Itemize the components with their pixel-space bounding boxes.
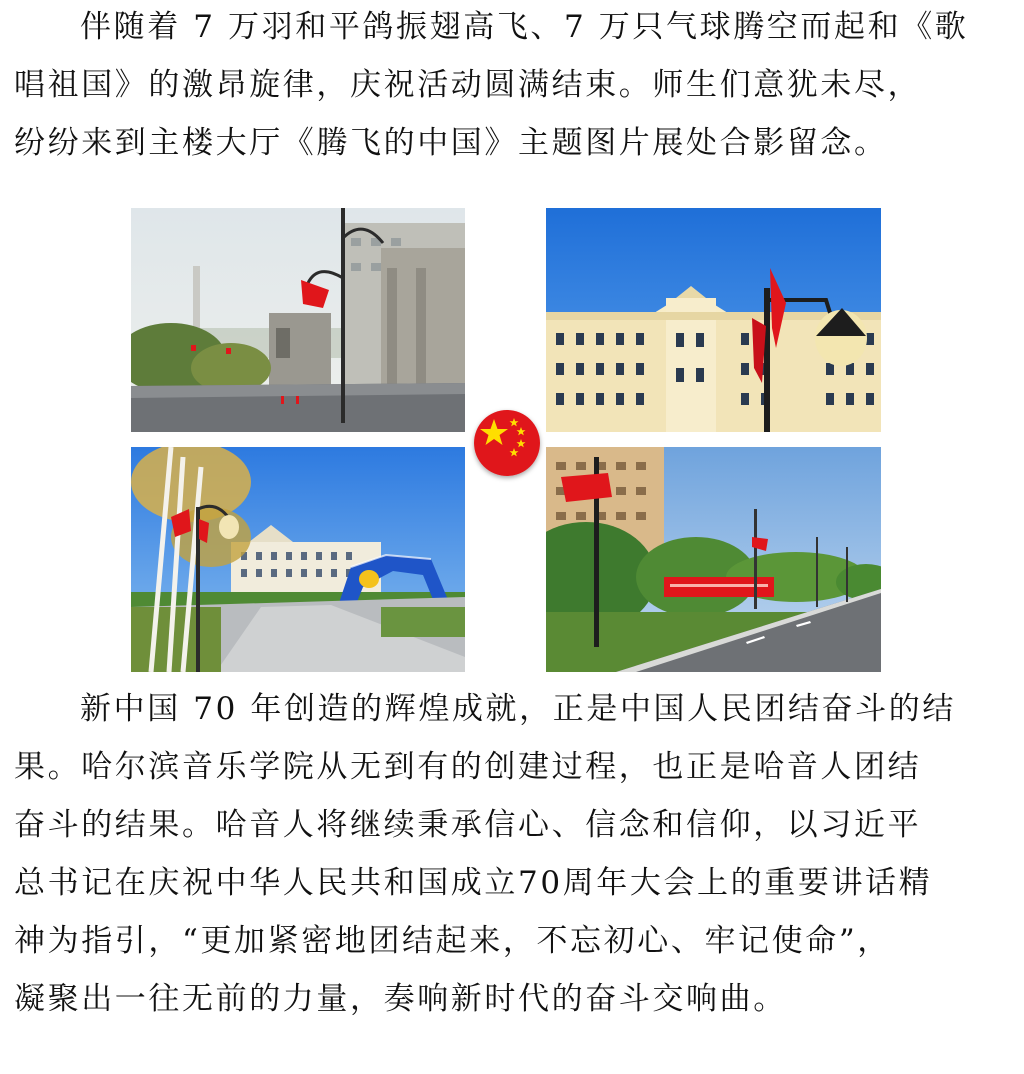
paragraph-1-line-2: 唱祖国》的激昂旋律，庆祝活动圆满结束。师生们意犹未尽，	[14, 67, 922, 103]
paragraph-2-line-5: 神为指引，“更加紧密地团结起来，不忘初心、牢记使命”，	[14, 923, 891, 959]
national-flag-icon	[474, 410, 540, 476]
paragraph-2	[14, 680, 1010, 1028]
photo-plaza-with-blue-arch	[131, 447, 465, 672]
paragraph-2-line-4: 总书记在庆祝中华人民共和国成立70周年大会上的重要讲话精	[14, 865, 933, 901]
paragraph-2-line-1: 新中国 70 年创造的辉煌成就，正是中国人民团结奋斗的结	[80, 691, 956, 727]
photo-campus-gate-with-flags	[131, 208, 465, 432]
paragraph-1-line-1: 伴随着 7 万羽和平鸽振翅高飞、7 万只气球腾空而起和《歌	[80, 9, 969, 45]
photo-main-building-with-flags	[546, 208, 881, 432]
paragraph-1-line-3: 纷纷来到主楼大厅《腾飞的中国》主题图片展处合影留念。	[14, 125, 888, 161]
paragraph-2-line-6: 凝聚出一往无前的力量，奏响新时代的奋斗交响曲。	[14, 981, 787, 1017]
photo-road-with-red-banner	[546, 447, 881, 672]
paragraph-2-line-3: 奋斗的结果。哈音人将继续秉承信心、信念和信仰，以习近平	[14, 807, 922, 843]
paragraph-2-line-2: 果。哈尔滨音乐学院从无到有的创建过程，也正是哈音人团结	[14, 749, 922, 785]
paragraph-1	[14, 0, 1010, 172]
